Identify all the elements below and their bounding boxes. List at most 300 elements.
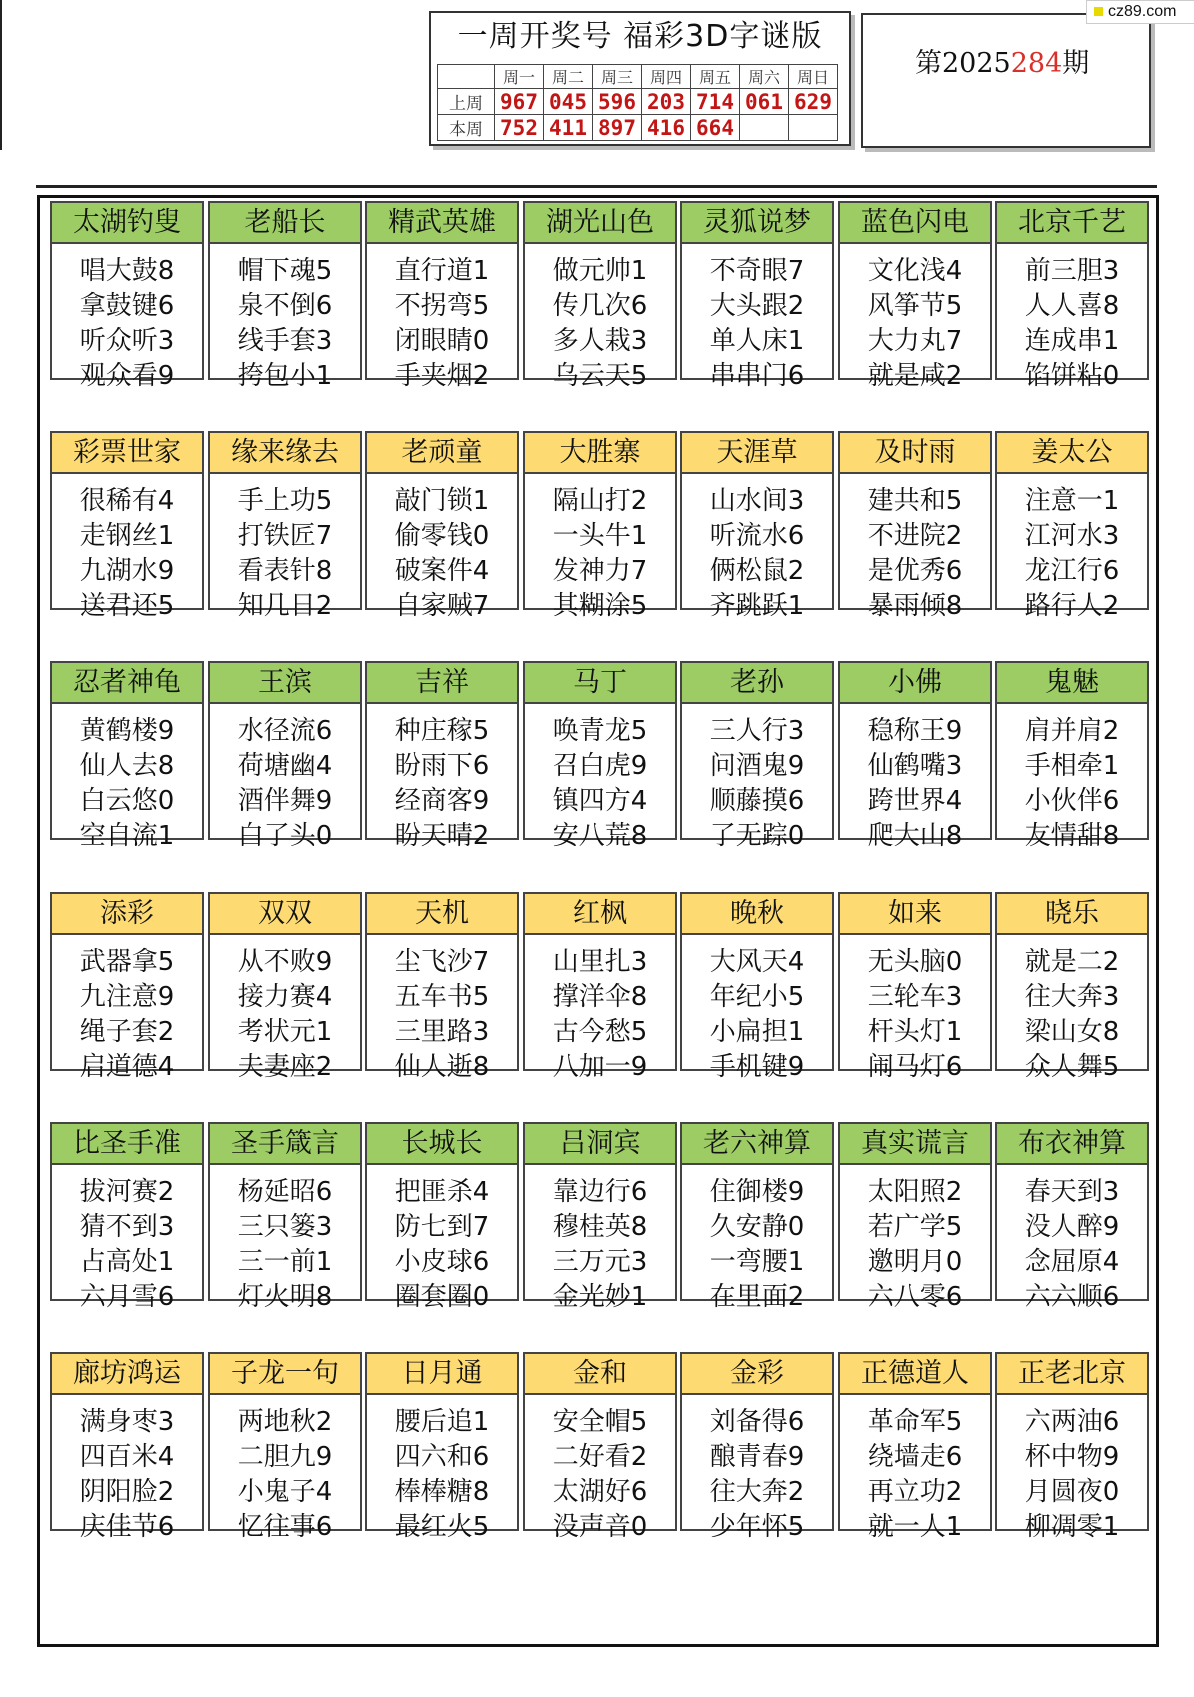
card-body: [52, 704, 202, 854]
card-body: [525, 1395, 675, 1545]
riddle-card: [208, 1122, 362, 1312]
riddle-card: [680, 1122, 834, 1312]
draw-number: 411: [544, 115, 593, 141]
riddle-line: 往大奔2: [709, 1477, 805, 1507]
riddle-line: 最红火5: [394, 1512, 490, 1542]
riddle-line: 小鬼子4: [237, 1477, 333, 1507]
riddle-line: 圈套圈0: [394, 1282, 490, 1312]
riddle-line: 再立功2: [867, 1477, 963, 1507]
riddle-line: 做元帅1: [552, 256, 648, 286]
card-body: [367, 1165, 517, 1315]
riddle-line: 尘飞沙7: [394, 947, 490, 977]
issue-suffix: 期: [1062, 48, 1090, 79]
riddle-line: 文化浅4: [867, 256, 963, 286]
days-row: [438, 65, 838, 89]
riddle-card: [523, 1352, 677, 1542]
riddle-grid: [37, 195, 1159, 1647]
riddle-line: 酒伴舞9: [237, 786, 333, 816]
riddle-line: 阴阳脸2: [79, 1477, 175, 1507]
card-title: 老六神算: [682, 1124, 832, 1165]
riddle-line: 单人床1: [709, 326, 805, 356]
riddle-line: 闭眼睛0: [394, 326, 490, 356]
riddle-line: 六月雪6: [79, 1282, 175, 1312]
card-body: [52, 1395, 202, 1545]
this-week-row: [438, 115, 838, 141]
riddle-line: 防七到7: [394, 1212, 490, 1242]
riddle-line: 无头脑0: [867, 947, 963, 977]
draw-number: 752: [495, 115, 544, 141]
riddle-card: [995, 201, 1149, 391]
riddle-card: [523, 892, 677, 1082]
card-title: 晓乐: [997, 894, 1147, 935]
riddle-line: 三里路3: [394, 1017, 490, 1047]
riddle-line: 空自流1: [79, 821, 175, 851]
riddle-line: 盼雨下6: [394, 751, 490, 781]
card-title: 圣手箴言: [210, 1124, 360, 1165]
riddle-line: 从不败9: [237, 947, 333, 977]
riddle-line: 肩并肩2: [1024, 716, 1120, 746]
left-edge-line: [0, 0, 2, 150]
riddle-line: 安八荒8: [552, 821, 648, 851]
issue-panel: [861, 13, 1151, 148]
riddle-line: 在里面2: [709, 1282, 805, 1312]
riddle-line: 拿鼓键6: [79, 291, 175, 321]
riddle-line: 白云悠0: [79, 786, 175, 816]
card-title: 正老北京: [997, 1354, 1147, 1395]
riddle-line: 众人舞5: [1024, 1052, 1120, 1082]
riddle-line: 太阳照2: [867, 1177, 963, 1207]
card-title: 真实谎言: [840, 1124, 990, 1165]
riddle-line: 俩松鼠2: [709, 556, 805, 586]
riddle-card: [50, 201, 204, 391]
riddle-line: 一弯腰1: [709, 1247, 805, 1277]
draw-number: 203: [642, 89, 691, 115]
riddle-card: [365, 1352, 519, 1542]
card-body: [997, 1395, 1147, 1545]
card-body: [52, 474, 202, 624]
draw-number: 061: [740, 89, 789, 115]
riddle-line: 大风天4: [709, 947, 805, 977]
site-watermark: [1086, 0, 1194, 24]
riddle-line: 满身枣3: [79, 1407, 175, 1437]
riddle-line: 手机键9: [709, 1052, 805, 1082]
riddle-card: [995, 892, 1149, 1082]
riddle-line: 棒棒糖8: [394, 1477, 490, 1507]
draw-number: [740, 115, 789, 141]
riddle-line: 偷零钱0: [394, 521, 490, 551]
riddle-line: 听流水6: [709, 521, 805, 551]
card-body: [525, 1165, 675, 1315]
card-body: [840, 935, 990, 1085]
riddle-line: 盼天晴2: [394, 821, 490, 851]
section-divider: [36, 185, 1157, 188]
card-body: [997, 935, 1147, 1085]
riddle-line: 自家贼7: [394, 591, 490, 621]
card-body: [997, 1165, 1147, 1315]
riddle-line: 不拐弯5: [394, 291, 490, 321]
riddle-line: 四百米4: [79, 1442, 175, 1472]
card-body: [210, 935, 360, 1085]
riddle-line: 传几次6: [552, 291, 648, 321]
riddle-line: 把匪杀4: [394, 1177, 490, 1207]
riddle-line: 月圆夜0: [1024, 1477, 1120, 1507]
riddle-line: 龙江行6: [1024, 556, 1120, 586]
riddle-card: [523, 201, 677, 391]
card-title: 精武英雄: [367, 203, 517, 244]
draw-number: [789, 115, 838, 141]
riddle-line: 不进院2: [867, 521, 963, 551]
riddle-line: 很稀有4: [79, 486, 175, 516]
draw-number: 629: [789, 89, 838, 115]
riddle-line: 镇四方4: [552, 786, 648, 816]
draw-number: 416: [642, 115, 691, 141]
riddle-line: 仙人去8: [79, 751, 175, 781]
card-title: 双双: [210, 894, 360, 935]
riddle-line: 五车书5: [394, 982, 490, 1012]
card-title: 忍者神龟: [52, 663, 202, 704]
riddle-line: 三万元3: [552, 1247, 648, 1277]
riddle-card: [680, 661, 834, 851]
riddle-card: [995, 1352, 1149, 1542]
weekly-results-table: [437, 64, 838, 141]
card-title: 廊坊鸿运: [52, 1354, 202, 1395]
riddle-line: 齐跳跃1: [709, 591, 805, 621]
riddle-card: [995, 1122, 1149, 1312]
card-title: 小佛: [840, 663, 990, 704]
last-week-row: [438, 89, 838, 115]
riddle-line: 是优秀6: [867, 556, 963, 586]
riddle-line: 往大奔3: [1024, 982, 1120, 1012]
riddle-line: 穆桂英8: [552, 1212, 648, 1242]
card-body: [682, 935, 832, 1085]
riddle-card: [680, 201, 834, 391]
riddle-line: 山里扎3: [552, 947, 648, 977]
riddle-line: 六六顺6: [1024, 1282, 1120, 1312]
card-body: [210, 1395, 360, 1545]
riddle-line: 刘备得6: [709, 1407, 805, 1437]
card-title: 长城长: [367, 1124, 517, 1165]
riddle-line: 跨世界4: [867, 786, 963, 816]
riddle-line: 知几日2: [237, 591, 333, 621]
riddle-line: 安全帽5: [552, 1407, 648, 1437]
riddle-line: 闹马灯6: [867, 1052, 963, 1082]
riddle-line: 乌云天5: [552, 361, 648, 391]
this-week-label: 本周: [438, 115, 495, 141]
riddle-card: [208, 661, 362, 851]
riddle-line: 二胆九9: [237, 1442, 333, 1472]
riddle-line: 占高处1: [79, 1247, 175, 1277]
day-header: 周三: [593, 65, 642, 89]
card-body: [682, 244, 832, 394]
riddle-line: 六两油6: [1024, 1407, 1120, 1437]
riddle-line: 前三胆3: [1024, 256, 1120, 286]
riddle-card: [208, 201, 362, 391]
riddle-line: 江河水3: [1024, 521, 1120, 551]
riddle-line: 多人栽3: [552, 326, 648, 356]
riddle-line: 腰后追1: [394, 1407, 490, 1437]
riddle-line: 看表针8: [237, 556, 333, 586]
riddle-line: 太湖好6: [552, 1477, 648, 1507]
riddle-line: 送君还5: [79, 591, 175, 621]
riddle-line: 两地秋2: [237, 1407, 333, 1437]
riddle-card: [523, 661, 677, 851]
card-body: [997, 704, 1147, 854]
riddle-line: 就一人1: [867, 1512, 963, 1542]
card-body: [840, 704, 990, 854]
card-body: [367, 244, 517, 394]
day-header: 周六: [740, 65, 789, 89]
card-body: [525, 244, 675, 394]
riddle-line: 其糊涂5: [552, 591, 648, 621]
riddle-line: 馅饼粘0: [1024, 361, 1120, 391]
card-body: [210, 1165, 360, 1315]
riddle-line: 武器拿5: [79, 947, 175, 977]
riddle-line: 线手套3: [237, 326, 333, 356]
riddle-card: [680, 1352, 834, 1542]
riddle-card: [50, 892, 204, 1082]
card-body: [682, 1165, 832, 1315]
riddle-line: 春天到3: [1024, 1177, 1120, 1207]
last-week-label: 上周: [438, 89, 495, 115]
riddle-line: 念屈原4: [1024, 1247, 1120, 1277]
riddle-line: 直行道1: [394, 256, 490, 286]
card-title: 北京千艺: [997, 203, 1147, 244]
riddle-line: 仙人逝8: [394, 1052, 490, 1082]
card-body: [52, 1165, 202, 1315]
riddle-line: 手夹烟2: [394, 361, 490, 391]
card-title: 鬼魅: [997, 663, 1147, 704]
riddle-line: 小伙伴6: [1024, 786, 1120, 816]
riddle-line: 经商客9: [394, 786, 490, 816]
riddle-line: 注意一1: [1024, 486, 1120, 516]
riddle-line: 九湖水9: [79, 556, 175, 586]
riddle-line: 就是咸2: [867, 361, 963, 391]
card-body: [840, 474, 990, 624]
riddle-line: 帽下魂5: [237, 256, 333, 286]
riddle-card: [995, 431, 1149, 621]
riddle-card: [50, 661, 204, 851]
riddle-line: 住御楼9: [709, 1177, 805, 1207]
riddle-line: 忆往事6: [237, 1512, 333, 1542]
card-body: [210, 704, 360, 854]
riddle-card: [680, 431, 834, 621]
draw-number: 714: [691, 89, 740, 115]
card-body: [997, 244, 1147, 394]
riddle-line: 绕墙走6: [867, 1442, 963, 1472]
riddle-line: 三人行3: [709, 716, 805, 746]
riddle-line: 打铁匠7: [237, 521, 333, 551]
draw-number: 897: [593, 115, 642, 141]
riddle-line: 观众看9: [79, 361, 175, 391]
riddle-line: 革命军5: [867, 1407, 963, 1437]
riddle-line: 金光妙1: [552, 1282, 648, 1312]
riddle-line: 串串门6: [709, 361, 805, 391]
card-title: 缘来缘去: [210, 433, 360, 474]
card-title: 如来: [840, 894, 990, 935]
card-title: 老船长: [210, 203, 360, 244]
riddle-line: 绳子套2: [79, 1017, 175, 1047]
riddle-line: 一头牛1: [552, 521, 648, 551]
riddle-card: [680, 892, 834, 1082]
riddle-line: 拔河赛2: [79, 1177, 175, 1207]
card-title: 蓝色闪电: [840, 203, 990, 244]
riddle-card: [365, 201, 519, 391]
riddle-line: 夫妻座2: [237, 1052, 333, 1082]
card-body: [682, 1395, 832, 1545]
riddle-card: [50, 1352, 204, 1542]
riddle-line: 八加一9: [552, 1052, 648, 1082]
riddle-line: 敲门锁1: [394, 486, 490, 516]
riddle-line: 九注意9: [79, 982, 175, 1012]
riddle-line: 友情甜8: [1024, 821, 1120, 851]
card-body: [210, 474, 360, 624]
draw-number: 664: [691, 115, 740, 141]
riddle-line: 没人醉9: [1024, 1212, 1120, 1242]
card-title: 比圣手准: [52, 1124, 202, 1165]
card-body: [525, 935, 675, 1085]
card-title: 吕洞宾: [525, 1124, 675, 1165]
riddle-line: 四六和6: [394, 1442, 490, 1472]
riddle-card: [50, 431, 204, 621]
card-body: [840, 1165, 990, 1315]
card-body: [525, 474, 675, 624]
riddle-line: 年纪小5: [709, 982, 805, 1012]
riddle-line: 风筝节5: [867, 291, 963, 321]
riddle-line: 六八零6: [867, 1282, 963, 1312]
riddle-line: 顺藤摸6: [709, 786, 805, 816]
riddle-line: 酿青春9: [709, 1442, 805, 1472]
day-header: 周日: [789, 65, 838, 89]
riddle-line: 撑洋伞8: [552, 982, 648, 1012]
corner-cell: [438, 65, 495, 89]
card-title: 马丁: [525, 663, 675, 704]
riddle-line: 不奇眼7: [709, 256, 805, 286]
riddle-card: [838, 1122, 992, 1312]
riddle-line: 古今愁5: [552, 1017, 648, 1047]
riddle-card: [365, 661, 519, 851]
panel-title: 一周开奖号 福彩3D字谜版: [457, 19, 823, 54]
day-header: 周二: [544, 65, 593, 89]
riddle-line: 了无踪0: [709, 821, 805, 851]
issue-number: [915, 41, 1089, 80]
card-body: [682, 704, 832, 854]
riddle-line: 没声音0: [552, 1512, 648, 1542]
card-title: 天涯草: [682, 433, 832, 474]
riddle-card: [838, 1352, 992, 1542]
card-body: [840, 244, 990, 394]
riddle-line: 稳称王9: [867, 716, 963, 746]
riddle-line: 考状元1: [237, 1017, 333, 1047]
card-body: [840, 1395, 990, 1545]
card-title: 老孙: [682, 663, 832, 704]
day-header: 周五: [691, 65, 740, 89]
riddle-card: [838, 201, 992, 391]
riddle-line: 连成串1: [1024, 326, 1120, 356]
riddle-line: 大力丸7: [867, 326, 963, 356]
riddle-line: 小皮球6: [394, 1247, 490, 1277]
riddle-card: [523, 1122, 677, 1312]
riddle-line: 水径流6: [237, 716, 333, 746]
riddle-line: 邀明月0: [867, 1247, 963, 1277]
weekly-results-panel: [429, 11, 851, 146]
card-title: 正德道人: [840, 1354, 990, 1395]
card-title: 添彩: [52, 894, 202, 935]
riddle-line: 爬大山8: [867, 821, 963, 851]
riddle-line: 破案件4: [394, 556, 490, 586]
riddle-line: 就是二2: [1024, 947, 1120, 977]
riddle-card: [838, 661, 992, 851]
riddle-line: 若广学5: [867, 1212, 963, 1242]
card-title: 布衣神算: [997, 1124, 1147, 1165]
riddle-card: [50, 1122, 204, 1312]
riddle-line: 杆头灯1: [867, 1017, 963, 1047]
draw-number: 967: [495, 89, 544, 115]
riddle-line: 二好看2: [552, 1442, 648, 1472]
riddle-line: 唤青龙5: [552, 716, 648, 746]
card-title: 晚秋: [682, 894, 832, 935]
riddle-card: [365, 431, 519, 621]
riddle-card: [365, 892, 519, 1082]
issue-highlight: 284: [1010, 48, 1063, 79]
riddle-line: 建共和5: [867, 486, 963, 516]
riddle-line: 仙鹤嘴3: [867, 751, 963, 781]
riddle-line: 走钢丝1: [79, 521, 175, 551]
day-header: 周四: [642, 65, 691, 89]
riddle-line: 小扁担1: [709, 1017, 805, 1047]
card-body: [525, 704, 675, 854]
riddle-line: 庆佳节6: [79, 1512, 175, 1542]
riddle-line: 少年怀5: [709, 1512, 805, 1542]
riddle-card: [838, 431, 992, 621]
card-body: [210, 244, 360, 394]
riddle-line: 杯中物9: [1024, 1442, 1120, 1472]
draw-number: 045: [544, 89, 593, 115]
issue-prefix: 第2025: [915, 48, 1011, 79]
card-title: 天机: [367, 894, 517, 935]
riddle-line: 听众听3: [79, 326, 175, 356]
card-title: 姜太公: [997, 433, 1147, 474]
card-body: [52, 244, 202, 394]
card-title: 金彩: [682, 1354, 832, 1395]
riddle-line: 三一前1: [237, 1247, 333, 1277]
card-title: 吉祥: [367, 663, 517, 704]
riddle-line: 问酒鬼9: [709, 751, 805, 781]
card-title: 红枫: [525, 894, 675, 935]
card-title: 彩票世家: [52, 433, 202, 474]
riddle-line: 接力赛4: [237, 982, 333, 1012]
watermark-text: cz89.com: [1108, 3, 1177, 20]
riddle-line: 手上功5: [237, 486, 333, 516]
riddle-line: 泉不倒6: [237, 291, 333, 321]
card-body: [52, 935, 202, 1085]
card-body: [682, 474, 832, 624]
riddle-card: [523, 431, 677, 621]
card-body: [367, 704, 517, 854]
riddle-line: 杨延昭6: [237, 1177, 333, 1207]
riddle-line: 手相牵1: [1024, 751, 1120, 781]
riddle-line: 三只篓3: [237, 1212, 333, 1242]
riddle-line: 唱大鼓8: [79, 256, 175, 286]
card-title: 日月通: [367, 1354, 517, 1395]
riddle-line: 灯火明8: [237, 1282, 333, 1312]
riddle-line: 三轮车3: [867, 982, 963, 1012]
riddle-line: 梁山女8: [1024, 1017, 1120, 1047]
riddle-line: 暴雨倾8: [867, 591, 963, 621]
card-title: 老顽童: [367, 433, 517, 474]
riddle-line: 发神力7: [552, 556, 648, 586]
square-icon: [1094, 7, 1103, 16]
riddle-line: 隔山打2: [552, 486, 648, 516]
